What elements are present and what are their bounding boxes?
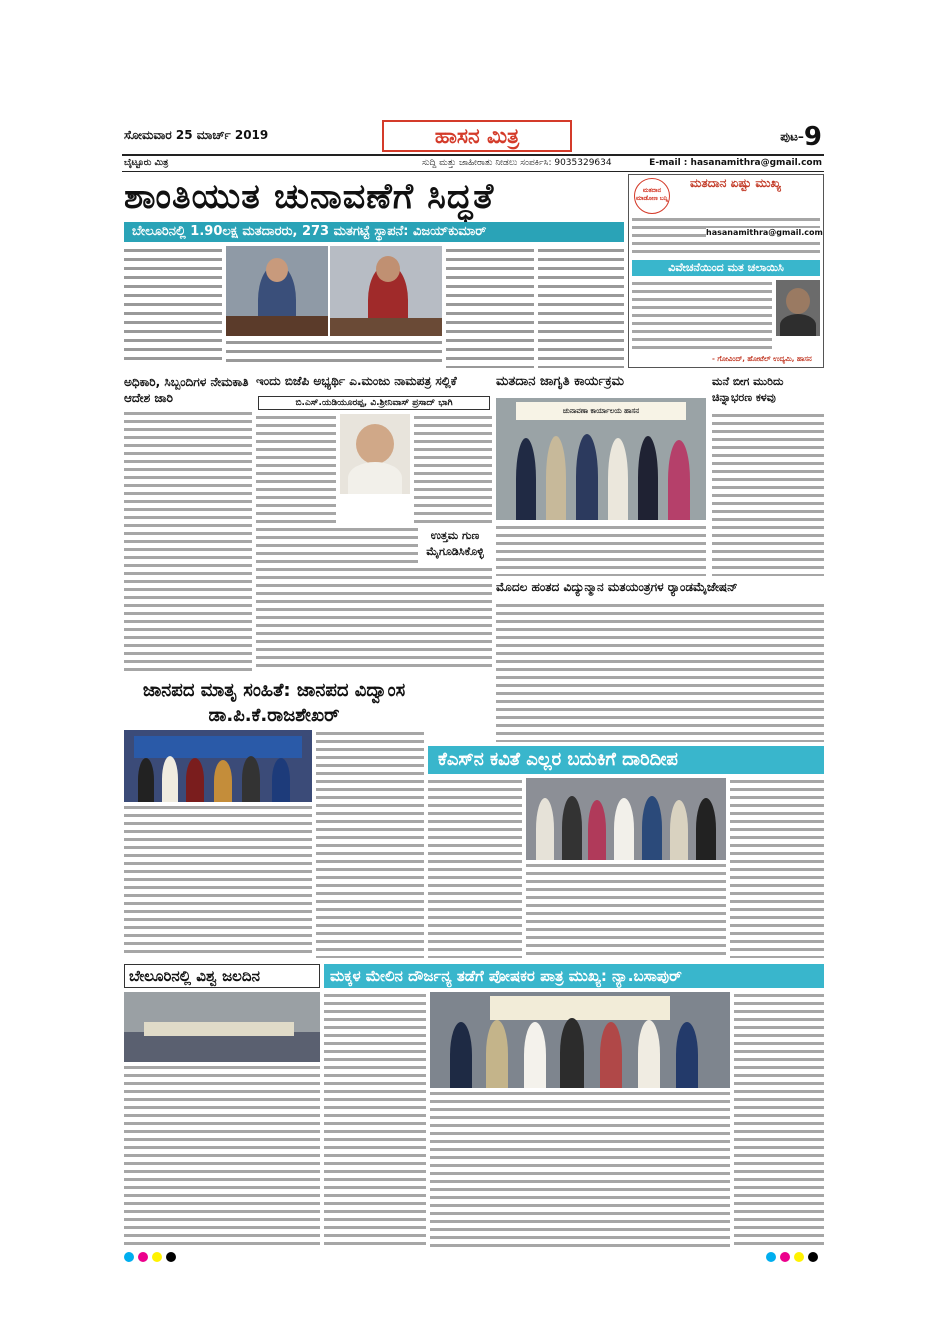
bjp-headline: ಇಂದು ಬಿಜೆಪಿ ಅಭ್ಯರ್ಥಿ ಎ.ಮಂಜು ನಾಮಪತ್ರ ಸಲ್ಲಿಕೆ: [256, 374, 457, 388]
lead-text-col5: [538, 246, 624, 368]
children-event-photo: [430, 992, 730, 1088]
registration-mark-cyan-right: [766, 1252, 776, 1262]
election-banner: ಚುನಾವಣಾ ಕಾರ್ಯಾಲಯ ಹಾಸನ: [516, 402, 686, 420]
kavite-text-col1: [428, 778, 522, 958]
lead-subheadline: ಬೇಲೂರಿನಲ್ಲಿ 1.90ಲಕ್ಷ ಮತದಾರರು, 273 ಮತಗಟ್ಟೆ ಸ್ಥಾಪನೆ: ವಿಜಯ್‌ಕುಮಾರ್: [124, 222, 624, 242]
page-label: ಪುಟ: [780, 129, 798, 144]
registration-mark-cyan: [124, 1252, 134, 1262]
lead-photo-officer-woman: [330, 246, 442, 336]
vote-tag-badge: ಮತದಾನ ಮಾಡೋಣ ಬನ್ನಿ: [634, 178, 670, 214]
voting-awareness-photo: [496, 398, 706, 520]
water-day-headline: ಬೇಲೂರಿನಲ್ಲಿ ವಿಶ್ವ ಜಲದಿನ: [124, 964, 320, 988]
theft-text: [712, 412, 824, 576]
registration-mark-yellow: [152, 1252, 162, 1262]
water-day-photo: [124, 992, 320, 1062]
masthead: [122, 120, 824, 156]
children-text-col3: [734, 992, 824, 1248]
registration-mark-black-right: [808, 1252, 818, 1262]
voting-awareness-headline: ಮತದಾನ ಜಾಗೃತಿ ಕಾರ್ಯಕ್ರಮ: [496, 374, 624, 389]
registration-mark-magenta-right: [780, 1252, 790, 1262]
kavite-text-col3: [730, 778, 824, 958]
theft-headline: ಮನೆ ಬೀಗ ಮುರಿದು ಚಿನ್ನಾಭರಣ ಕಳವು: [712, 375, 784, 404]
registration-mark-yellow-right: [794, 1252, 804, 1262]
bjp-candidate-photo: [340, 414, 410, 494]
evm-headline: ಮೊದಲ ಹಂತದ ವಿದ್ಯುನ್ಮಾನ ಮತಯಂತ್ರಗಳ ರ್‍ಯಾಂಡಮೈಜೇಷನ್: [496, 580, 738, 594]
opinion-text: [632, 280, 772, 354]
children-text-body: [430, 1090, 730, 1248]
sidebar-title: ಮತದಾನ ಏಷ್ಟು ಮುಖ್ಯ: [690, 176, 781, 190]
email-text: E-mail : hasanamithra@gmail.com: [649, 158, 822, 168]
folk-event-photo: [124, 730, 312, 802]
opinion-title: ವಿವೇಚನೆಯಿಂದ ಮತ ಚಲಾಯಿಸಿ: [632, 260, 820, 276]
sidebar-email: hasanamithra@gmail.com: [706, 228, 823, 237]
lead-text-col1: [124, 246, 222, 366]
newspaper-title: ಹಾಸನ ಮಿತ್ರ: [382, 120, 572, 152]
lead-photo-officer: [226, 246, 328, 336]
evm-text: [496, 602, 824, 742]
masthead-rule: [122, 154, 824, 156]
good-quality-headline: ಉತ್ತಮ ಗುಣ ಮೈಗೂಡಿಸಿಕೊಳ್ಳಿ: [418, 528, 492, 564]
folk-text-right: [316, 730, 424, 958]
kavite-text-body: [526, 862, 726, 958]
officers-text: [124, 410, 252, 672]
officers-headline: ಅಧಿಕಾರಿ, ಸಿಬ್ಬಂದಿಗಳ ನೇಮಕಾತಿ ಆದೇಶ ಜಾರಿ: [124, 375, 249, 405]
subhead-rule: [122, 171, 824, 172]
subhead-bar: [122, 157, 824, 171]
lead-text-col4: [446, 246, 534, 368]
page-number-value: 9: [803, 122, 822, 152]
children-headline: ಮಕ್ಕಳ ಮೇಲಿನ ದೌರ್ಜನ್ಯ ತಡೆಗೆ ಪೋಷಕರ ಪಾತ್ರ ಮುಖ್ಯ: ನ್ಯಾ.ಬಸಾಪುರ್: [324, 964, 824, 988]
opinion-portrait: [776, 280, 820, 336]
section-name: ಬೈಟ್ಟೂರು ಮಿತ್ರ: [124, 158, 169, 168]
voting-awareness-text: [496, 524, 706, 576]
water-day-text: [124, 1064, 320, 1248]
kavite-event-photo: [526, 778, 726, 860]
folk-headline: ಜಾನಪದ ಮಾತೃ ಸಂಹಿತೆ: ಜಾನಪದ ವಿದ್ವಾಂಸ ಡಾ.ಪಿ.ಕೆ.ರಾಜಶೇಖರ್: [142, 680, 406, 726]
registration-mark-magenta: [138, 1252, 148, 1262]
lead-headline: ಶಾಂತಿಯುತ ಚುನಾವಣೆಗೆ ಸಿದ್ಧತೆ: [124, 177, 495, 217]
contact-text: ಸುದ್ದಿ ಮತ್ತು ಜಾಹೀರಾತು ನೀಡಲು ಸಂಪರ್ಕಿಸಿ: 9035329634: [422, 158, 612, 168]
issue-date: ಸೋಮವಾರ 25 ಮಾರ್ಚ್ 2019: [124, 128, 269, 142]
bjp-text-col3: [414, 414, 492, 524]
kavite-headline: ಕೆಎಸ್‌ನ ಕವಿತೆ ಎಲ್ಲರ ಬದುಕಿಗೆ ದಾರಿದೀಪ: [428, 746, 824, 774]
page-number: ಪುಟ–9: [780, 122, 822, 152]
bjp-text-col1: [256, 414, 336, 524]
bjp-subheadline: ಬಿ.ಎಸ್.ಯಡಿಯೂರಪ್ಪ, ವಿ.ಶ್ರೀನಿವಾಸ್ ಪ್ರಸಾದ್ ಭಾಗಿ: [258, 396, 490, 410]
folk-text-left: [124, 804, 312, 958]
children-text-col1: [324, 992, 426, 1248]
opinion-byline: - ಗೋವಿಂದ್, ಹೋಟೆಲ್ ಉದ್ಯಮಿ, ಹಾಸನ: [712, 355, 812, 363]
lead-text-under-photos: [226, 338, 442, 368]
registration-mark-black: [166, 1252, 176, 1262]
